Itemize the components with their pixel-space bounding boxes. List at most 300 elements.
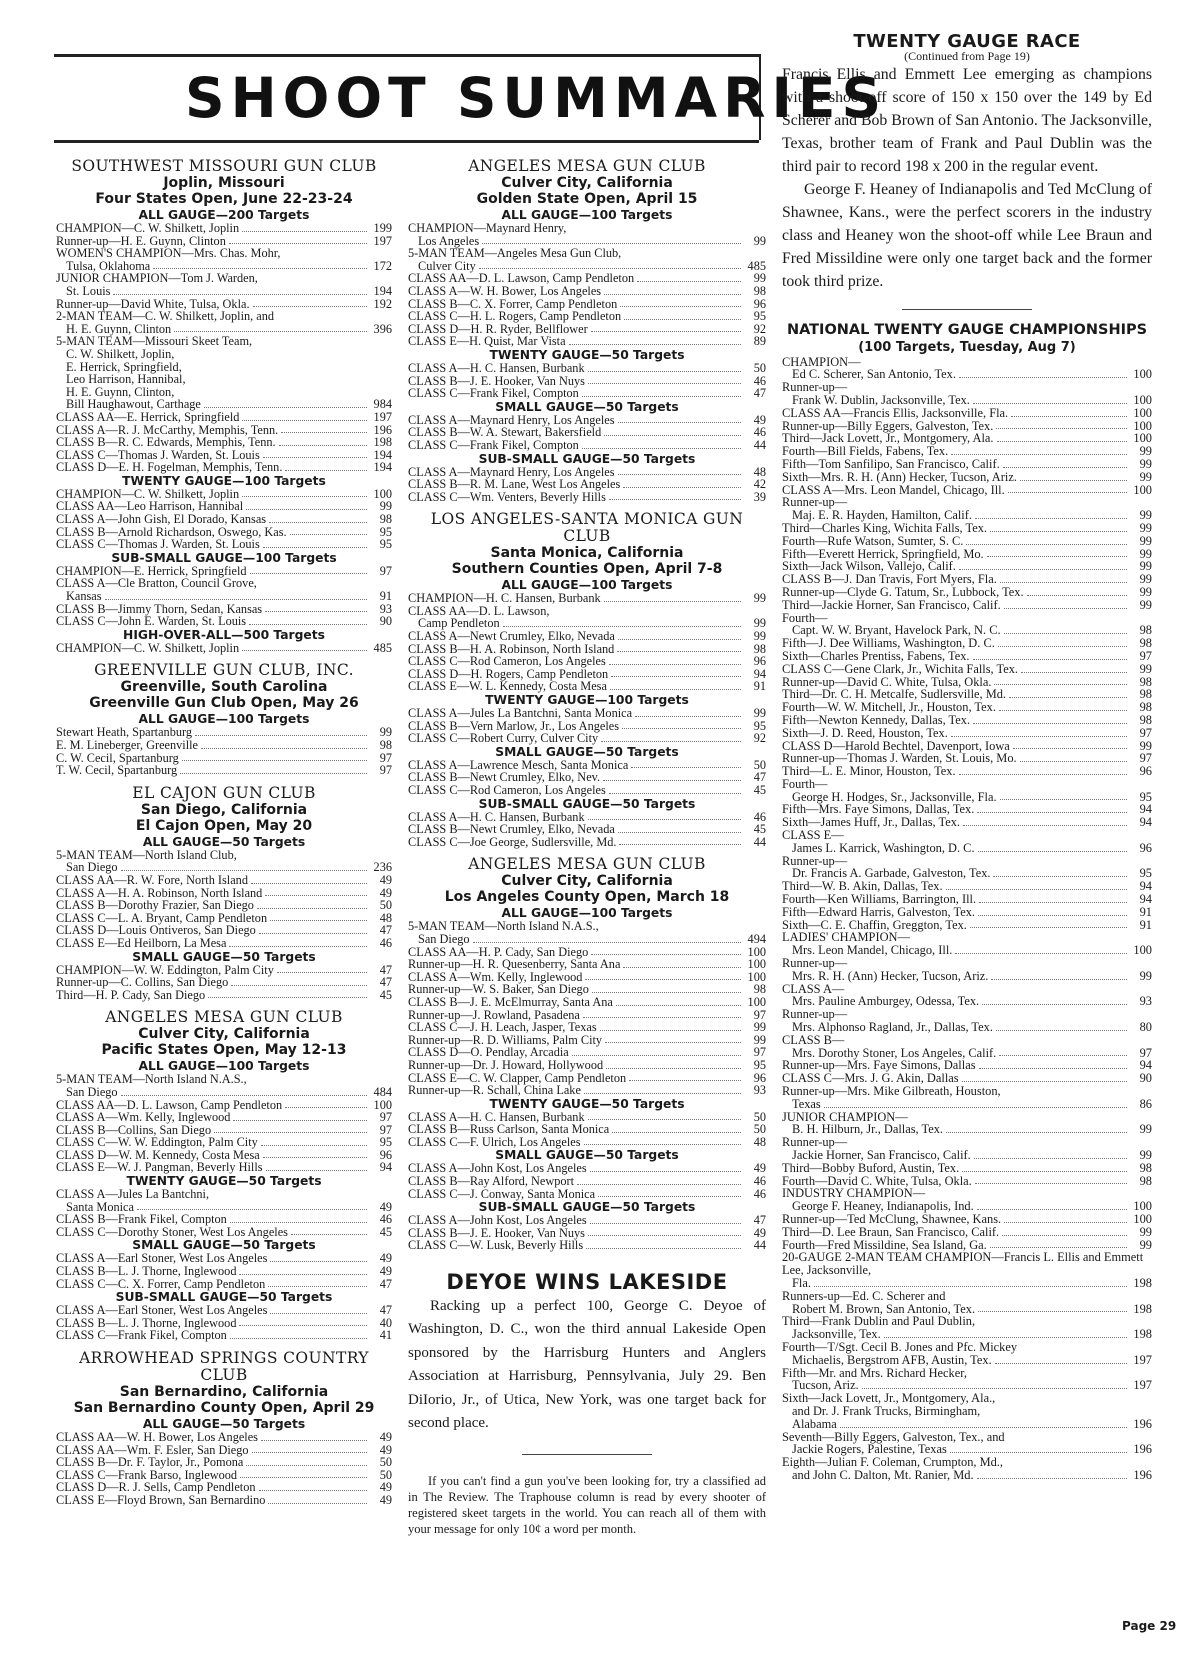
club-city: San Bernardino, California: [119, 1384, 329, 1400]
result-entry: [782, 471, 1152, 484]
result-text: CLASS D—H. Rogers, Camp Pendleton: [408, 666, 609, 681]
result-text: Runner-up—David White, Tulsa, Okla.: [56, 296, 250, 311]
gauge-heading: ALL GAUGE—100 Targets: [501, 208, 673, 222]
result-score: 48: [379, 910, 392, 925]
gauge-heading: ALL GAUGE—100 Targets: [501, 906, 673, 921]
result-text: Robert M. Brown, San Antonio, Tex.: [792, 1301, 976, 1316]
result-text: CLASS B—J. E. Hooker, Van Nuys: [408, 373, 585, 388]
result-entry: [408, 836, 766, 849]
result-score: 485: [373, 640, 392, 655]
result-text: CLASS C—J. Conway, Santa Monica: [408, 1186, 596, 1201]
result-score: 197: [373, 409, 392, 424]
result-text: James L. Karrick, Washington, D. C.: [792, 840, 975, 855]
gauge-heading: SMALL GAUGE—50 Targets: [495, 1148, 679, 1163]
result-text: CLASS C—Wm. Venters, Beverly Hills: [408, 489, 606, 504]
result-text: CLASS AA—D. L. Lawson, Camp Pendleton: [408, 271, 635, 286]
result-text: CLASS B—L. J. Thorne, Inglewood: [56, 1315, 237, 1330]
club-city: San Diego, California: [140, 801, 308, 818]
result-entry: [56, 1494, 392, 1507]
result-text: CLASS B—Jimmy Thorn, Sedan, Kansas: [56, 601, 263, 616]
dot-leader: [261, 1440, 367, 1441]
dot-leader: [257, 908, 367, 909]
result-score: 100: [1133, 482, 1152, 497]
result-text: Sixth—Jack Wilson, Vallejo, Calif.: [782, 559, 956, 574]
dot-leader: [270, 1313, 367, 1314]
result-text: Runner-up—J. Rowland, Pasadena: [408, 1007, 580, 1022]
result-score: 46: [753, 809, 766, 824]
result-score: 47: [379, 1276, 392, 1291]
result-text: CLASS B—Arnold Richardson, Oswego, Kas.: [56, 524, 287, 539]
result-text: Jackie Horner, San Francisco, Calif.: [792, 1148, 971, 1162]
result-score: 50: [379, 1455, 392, 1470]
national-championship-subtitle: (100 Targets, Tuesday, Aug 7): [858, 339, 1076, 355]
result-score: 198: [373, 435, 392, 450]
dot-leader: [618, 639, 741, 640]
result-text: George H. Hodges, Sr., Jacksonville, Fla.: [792, 789, 997, 804]
dot-leader: [269, 522, 367, 523]
result-score: 197: [1133, 1378, 1152, 1393]
result-text: Kansas: [66, 589, 102, 604]
result-score: 92: [753, 731, 766, 746]
dot-leader: [242, 650, 367, 651]
dot-leader: [994, 684, 1127, 685]
result-score: 95: [753, 1057, 766, 1072]
dot-leader: [1013, 748, 1127, 749]
dot-leader: [242, 231, 367, 232]
result-score: 46: [753, 425, 766, 440]
result-entry: [782, 1354, 1152, 1367]
result-text: CLASS B—H. A. Robinson, North Island: [408, 641, 615, 656]
header-rule-bottom: [54, 140, 759, 143]
result-score: 99: [1139, 559, 1152, 574]
result-text: Runner-up—David C. White, Tulsa, Okla.: [782, 674, 992, 689]
result-score: 99: [1139, 1224, 1152, 1239]
dot-leader: [268, 1503, 367, 1504]
result-entry: [56, 513, 392, 526]
gauge-heading: SUB-SMALL GAUGE—50 Targets: [478, 451, 696, 466]
result-entry: [408, 491, 766, 504]
result-text: Leo Harrison, Hannibal,: [66, 372, 186, 387]
dot-leader: [208, 997, 367, 998]
result-text: CLASS E—Ed Heilborn, La Mesa: [56, 935, 227, 950]
result-score: 89: [753, 334, 766, 349]
result-entry: [782, 535, 1152, 548]
result-entry: [408, 933, 766, 946]
result-entry: [56, 976, 392, 989]
dot-leader: [246, 1465, 367, 1466]
dot-leader: [973, 403, 1127, 404]
result-score: 93: [1139, 994, 1152, 1009]
dot-leader: [970, 927, 1127, 928]
result-text: CHAMPION—E. Herrick, Springfield: [56, 563, 247, 578]
result-text: Los Angeles: [418, 233, 480, 248]
result-entry: [782, 829, 1152, 842]
result-score: 100: [373, 486, 392, 501]
result-score: 100: [373, 1097, 392, 1112]
result-text: Fifth—Everett Herrick, Springfield, Mo.: [782, 546, 984, 561]
result-text: CHAMPION—C. W. Shilkett, Joplin: [56, 221, 240, 235]
gauge-heading: ALL GAUGE—50 Targets: [142, 1417, 306, 1431]
result-text: Seventh—Billy Eggers, Galveston, Tex., and: [782, 1429, 1005, 1444]
result-score: 93: [753, 1083, 766, 1098]
club-city: Culver City, California: [501, 873, 673, 890]
dot-leader: [1020, 480, 1127, 481]
club-city: Greenville, South Carolina: [120, 679, 328, 696]
result-text: San Diego: [66, 860, 118, 875]
result-text: Sixth—Charles Prentiss, Fabens, Tex.: [782, 648, 970, 663]
result-entry: [782, 1085, 1152, 1098]
result-text: JUNIOR CHAMPION—: [782, 1109, 908, 1124]
result-text: CLASS A—Jules La Bantchni, Santa Monica: [408, 706, 633, 721]
dot-leader: [1020, 761, 1127, 762]
result-text: CLASS E—W. J. Pangman, Beverly Hills: [56, 1160, 263, 1175]
dot-leader: [610, 689, 741, 690]
result-score: 100: [747, 957, 766, 972]
result-score: 49: [379, 1264, 392, 1279]
dot-leader: [604, 294, 741, 295]
result-score: 40: [379, 1315, 392, 1330]
dot-leader: [990, 531, 1127, 532]
result-text: CLASS A—H. C. Hansen, Burbank: [408, 1109, 585, 1124]
result-score: 46: [753, 1174, 766, 1189]
result-text: CLASS B—Newt Crumley, Elko, Nevada: [408, 822, 615, 837]
dot-leader: [592, 992, 741, 993]
dot-leader: [999, 710, 1127, 711]
result-entry: [782, 701, 1152, 714]
page-number: Page 29: [1122, 1619, 1177, 1633]
result-score: 98: [1139, 700, 1152, 715]
club-city: Culver City, California: [138, 1026, 310, 1043]
result-text: CLASS A—Lawrence Mesch, Santa Monica: [408, 757, 629, 772]
result-entry: [782, 765, 1152, 778]
dot-leader: [624, 319, 741, 320]
dot-leader: [987, 556, 1127, 557]
result-text: CLASS B—: [782, 1032, 845, 1047]
article-paragraph-2: George F. Heaney of Indianapolis and Ted McClung of Shawnee, Kans., were the perfect scorers in the industry class and Heaney won the shoot-off while Lee Braun and Fred Missildine were only one target back and the former took third prize.: [782, 180, 1152, 290]
dot-leader: [609, 499, 741, 500]
event-name: Pacific States Open, May 12-13: [101, 1042, 347, 1059]
result-text: Culver City: [418, 258, 476, 273]
result-text: Fourth—: [782, 610, 828, 625]
result-score: 94: [379, 1160, 392, 1175]
result-text: Runner-up—C. Collins, San Diego: [56, 975, 229, 990]
result-score: 96: [753, 654, 766, 669]
result-entry: [408, 707, 766, 720]
divider: [522, 1454, 652, 1455]
result-entry: [408, 732, 766, 745]
gauge-heading: SUB-SMALL GAUGE—100 Targets: [111, 550, 337, 565]
result-score: 100: [747, 944, 766, 959]
result-entry: [782, 1277, 1152, 1290]
result-score: 50: [753, 757, 766, 772]
result-text: CLASS AA—H. P. Cady, San Diego: [408, 944, 589, 959]
event-name: Golden State Open, April 15: [476, 191, 698, 207]
result-score: 39: [753, 489, 766, 504]
dot-leader: [618, 474, 741, 475]
result-score: 47: [379, 975, 392, 990]
result-text: Runners-up—Ed. C. Scherer and: [782, 1288, 946, 1303]
dot-leader: [1002, 1235, 1127, 1236]
dot-leader: [979, 902, 1127, 903]
result-score: 95: [753, 718, 766, 733]
dot-leader: [569, 344, 741, 345]
result-entry: [56, 1213, 392, 1226]
dot-leader: [955, 953, 1127, 954]
result-text: Mrs. Leon Mandel, Chicago, Ill.: [792, 943, 953, 958]
result-score: 99: [753, 706, 766, 721]
dot-leader: [603, 780, 741, 781]
result-text: Runner-up—W. S. Baker, San Diego: [408, 982, 589, 997]
result-text: CLASS A—: [782, 981, 845, 996]
result-entry: [408, 1214, 766, 1227]
result-score: 97: [1139, 648, 1152, 663]
result-entry: [408, 996, 766, 1009]
result-text: CLASS A—Maynard Henry, Los Angeles: [408, 412, 615, 427]
dot-leader: [281, 432, 367, 433]
dot-leader: [285, 470, 367, 471]
result-score: 494: [747, 931, 766, 946]
result-score: 44: [753, 834, 766, 849]
result-entry: [782, 970, 1152, 983]
result-text: CLASS B—Vern Marlow, Jr., Los Angeles: [408, 718, 619, 733]
dot-leader: [622, 728, 741, 729]
dot-leader: [600, 1030, 741, 1031]
result-text: Fifth—Edward Harris, Galveston, Tex.: [782, 904, 975, 919]
result-text: Third—Frank Dublin and Paul Dublin,: [782, 1314, 976, 1329]
dot-leader: [588, 371, 741, 372]
dot-leader: [982, 1004, 1127, 1005]
result-text: Fourth—Rufe Watson, Sumter, S. C.: [782, 533, 964, 548]
dot-leader: [623, 967, 741, 968]
result-entry: [408, 1123, 766, 1136]
dot-leader: [623, 487, 741, 488]
result-entry: [782, 1213, 1152, 1226]
result-score: 47: [753, 770, 766, 785]
result-text: 2-MAN TEAM—C. W. Shilkett, Joplin, and: [56, 309, 275, 324]
result-score: 94: [1139, 802, 1152, 817]
dot-leader: [113, 294, 367, 295]
result-text: CLASS C—Thomas J. Warden, St. Louis: [56, 447, 260, 462]
result-score: 97: [1139, 725, 1152, 740]
result-text: JUNIOR CHAMPION—Tom J. Warden,: [56, 271, 258, 286]
dot-leader: [266, 1170, 367, 1171]
dot-leader: [180, 773, 367, 774]
gauge-heading: ALL GAUGE—100 Targets: [138, 1059, 310, 1074]
gauge-heading: ALL GAUGE—50 Targets: [142, 834, 306, 849]
result-entry: [408, 1084, 766, 1097]
result-score: 47: [753, 1213, 766, 1228]
dot-leader: [618, 832, 741, 833]
result-score: 194: [373, 283, 392, 298]
dot-leader: [1021, 672, 1127, 673]
result-score: 46: [753, 1186, 766, 1201]
result-score: 96: [1139, 840, 1152, 855]
gauge-heading: SUB-SMALL GAUGE—50 Targets: [478, 796, 696, 811]
result-text: CLASS C—Dorothy Stoner, West Los Angeles: [56, 1224, 288, 1239]
dot-leader: [268, 1286, 367, 1287]
result-entry: [56, 1431, 392, 1444]
result-entry: [56, 1329, 392, 1342]
result-text: Texas: [792, 1096, 821, 1111]
result-text: Runner-up—: [782, 956, 848, 971]
result-entry: [782, 1251, 1152, 1277]
result-score: 94: [1139, 892, 1152, 907]
result-score: 100: [1133, 943, 1152, 958]
dot-leader: [201, 748, 367, 749]
gauge-heading: SUB-SMALL GAUGE—50 Targets: [478, 1200, 696, 1215]
dot-leader: [824, 1107, 1127, 1108]
dot-leader: [862, 1388, 1127, 1389]
result-score: 100: [747, 994, 766, 1009]
dot-leader: [978, 1311, 1127, 1312]
result-score: 198: [1133, 1301, 1152, 1316]
dot-leader: [584, 1144, 741, 1145]
result-text: Capt. W. W. Bryant, Havelock Park, N. C.: [792, 623, 1001, 638]
result-text: CLASS B—J. E. Hooker, Van Nuys: [408, 1225, 585, 1240]
dot-leader: [884, 1337, 1127, 1338]
result-score: 49: [379, 1492, 392, 1507]
dot-leader: [590, 1223, 741, 1224]
dot-leader: [962, 1171, 1127, 1172]
result-text: CLASS AA—E. Herrick, Springfield: [56, 409, 240, 424]
result-text: Mrs. Alphonso Ragland, Jr., Dallas, Tex.: [792, 1020, 993, 1035]
dot-leader: [606, 1068, 741, 1069]
result-score: 97: [753, 1007, 766, 1022]
result-score: 93: [379, 601, 392, 616]
result-score: 99: [1139, 1122, 1152, 1137]
result-text: Runner-up—: [782, 1007, 848, 1022]
result-text: CLASS A—Cle Bratton, Council Grove,: [56, 576, 257, 591]
result-text: CLASS A—John Kost, Los Angeles: [408, 1161, 587, 1176]
dot-leader: [242, 496, 367, 497]
result-text: CLASS E—H. Quist, Mar Vista: [408, 334, 566, 349]
dot-leader: [959, 569, 1127, 570]
dot-leader: [582, 448, 741, 449]
result-entry: [408, 655, 766, 668]
result-text: CLASS A—Wm. Kelly, Inglewood: [56, 1110, 231, 1125]
result-text: Fifth—Mr. and Mrs. Richard Hecker,: [782, 1365, 967, 1380]
result-entry: [56, 1161, 392, 1174]
result-text: CLASS A—H. C. Hansen, Burbank: [408, 809, 585, 824]
result-text: CLASS A—Wm. Kelly, Inglewood: [408, 969, 583, 984]
result-text: CHAMPION—C. W. Shilkett, Joplin: [56, 640, 240, 655]
result-score: 98: [1139, 1160, 1152, 1175]
gauge-heading: TWENTY GAUGE—100 Targets: [485, 693, 689, 708]
dot-leader: [279, 445, 367, 446]
dot-leader: [619, 844, 741, 845]
result-text: Bill Haughawout, Carthage: [66, 397, 201, 412]
result-entry: [408, 1239, 766, 1252]
result-score: 96: [753, 1070, 766, 1085]
result-text: 5-MAN TEAM—Angeles Mesa Gun Club,: [408, 246, 622, 261]
result-score: 100: [1133, 392, 1152, 407]
result-entry: [56, 615, 392, 628]
dot-leader: [993, 876, 1127, 877]
result-score: 97: [379, 763, 392, 778]
result-text: H. E. Guynn, Clinton: [66, 321, 172, 336]
result-score: 95: [379, 524, 392, 539]
dot-leader: [137, 1209, 367, 1210]
club-name: ANGELES MESA GUN CLUB: [468, 855, 706, 874]
club-name: SOUTHWEST MISSOURI GUN CLUB: [71, 157, 377, 175]
result-text: CLASS E—Floyd Brown, San Bernardino: [56, 1492, 266, 1507]
result-text: Stewart Heath, Spartanburg: [56, 725, 193, 740]
result-score: 197: [373, 233, 392, 248]
result-score: 99: [753, 616, 766, 631]
dot-leader: [577, 1184, 741, 1185]
result-entry: [408, 680, 766, 693]
dot-leader: [572, 1055, 741, 1056]
result-score: 45: [379, 987, 392, 1002]
result-text: Frank W. Dublin, Jacksonville, Tex.: [792, 392, 970, 407]
result-score: 99: [1139, 444, 1152, 459]
result-text: 20-GAUGE 2-MAN TEAM CHAMPION—Francis L. Ellis and Emmett Lee, Jacksonville,: [782, 1250, 1147, 1278]
result-score: 48: [753, 1134, 766, 1149]
result-text: Fourth—Ken Williams, Barrington, Ill.: [782, 892, 977, 907]
result-entry: [408, 478, 766, 491]
dot-leader: [582, 396, 741, 397]
result-entry: [408, 222, 766, 235]
result-text: Fla.: [792, 1275, 811, 1290]
result-score: 47: [379, 962, 392, 977]
dot-leader: [230, 1222, 367, 1223]
dot-leader: [998, 646, 1127, 647]
result-score: 44: [753, 437, 766, 452]
gauge-heading: HIGH-OVER-ALL—500 Targets: [123, 627, 325, 642]
result-text: CLASS B—R. C. Edwards, Memphis, Tenn.: [56, 435, 276, 450]
dot-leader: [261, 1145, 367, 1146]
gauge-heading: ALL GAUGE—200 Targets: [138, 208, 310, 222]
result-entry: [408, 362, 766, 375]
club-name: EL CAJON GUN CLUB: [132, 783, 316, 802]
result-text: CLASS A—H. C. Hansen, Burbank: [408, 360, 585, 375]
result-entry: [56, 899, 392, 912]
result-score: 94: [1139, 1058, 1152, 1073]
club-name: ANGELES MESA GUN CLUB: [468, 157, 706, 175]
result-entry: [782, 1021, 1152, 1034]
result-entry: [408, 1021, 766, 1034]
dot-leader: [105, 599, 367, 600]
middle-summaries: [408, 158, 766, 1252]
result-score: 91: [1139, 904, 1152, 919]
result-text: T. W. Cecil, Spartanburg: [56, 763, 178, 778]
result-score: 49: [379, 1430, 392, 1444]
dot-leader: [229, 243, 367, 244]
result-score: 97: [379, 750, 392, 765]
club-name: ARROWHEAD SPRINGS COUNTRY CLUB: [79, 1349, 369, 1384]
result-entry: [782, 522, 1152, 535]
dot-leader: [291, 1234, 367, 1235]
result-text: Fifth—J. Dee Williams, Washington, D. C.: [782, 636, 995, 651]
dot-leader: [246, 509, 367, 510]
result-text: CLASS C—Rod Cameron, Los Angeles: [408, 654, 606, 669]
result-text: C. W. Cecil, Spartanburg: [56, 750, 179, 765]
result-entry: [782, 842, 1152, 855]
dot-leader: [588, 1235, 741, 1236]
result-text: CLASS C—Joe George, Sudlersville, Md.: [408, 834, 617, 849]
result-text: San Diego: [418, 931, 470, 946]
gauge-heading: SMALL GAUGE—50 Targets: [132, 1238, 316, 1253]
dot-leader: [270, 1261, 367, 1262]
dot-leader: [1008, 492, 1127, 493]
result-entry: [56, 310, 392, 323]
result-entry: [782, 727, 1152, 740]
result-score: 194: [373, 460, 392, 475]
dot-leader: [1004, 1222, 1127, 1223]
result-text: CLASS AA—W. H. Bower, Los Angeles: [56, 1430, 258, 1444]
result-text: Santa Monica: [66, 1199, 134, 1214]
result-text: Runner-up—: [782, 380, 848, 395]
